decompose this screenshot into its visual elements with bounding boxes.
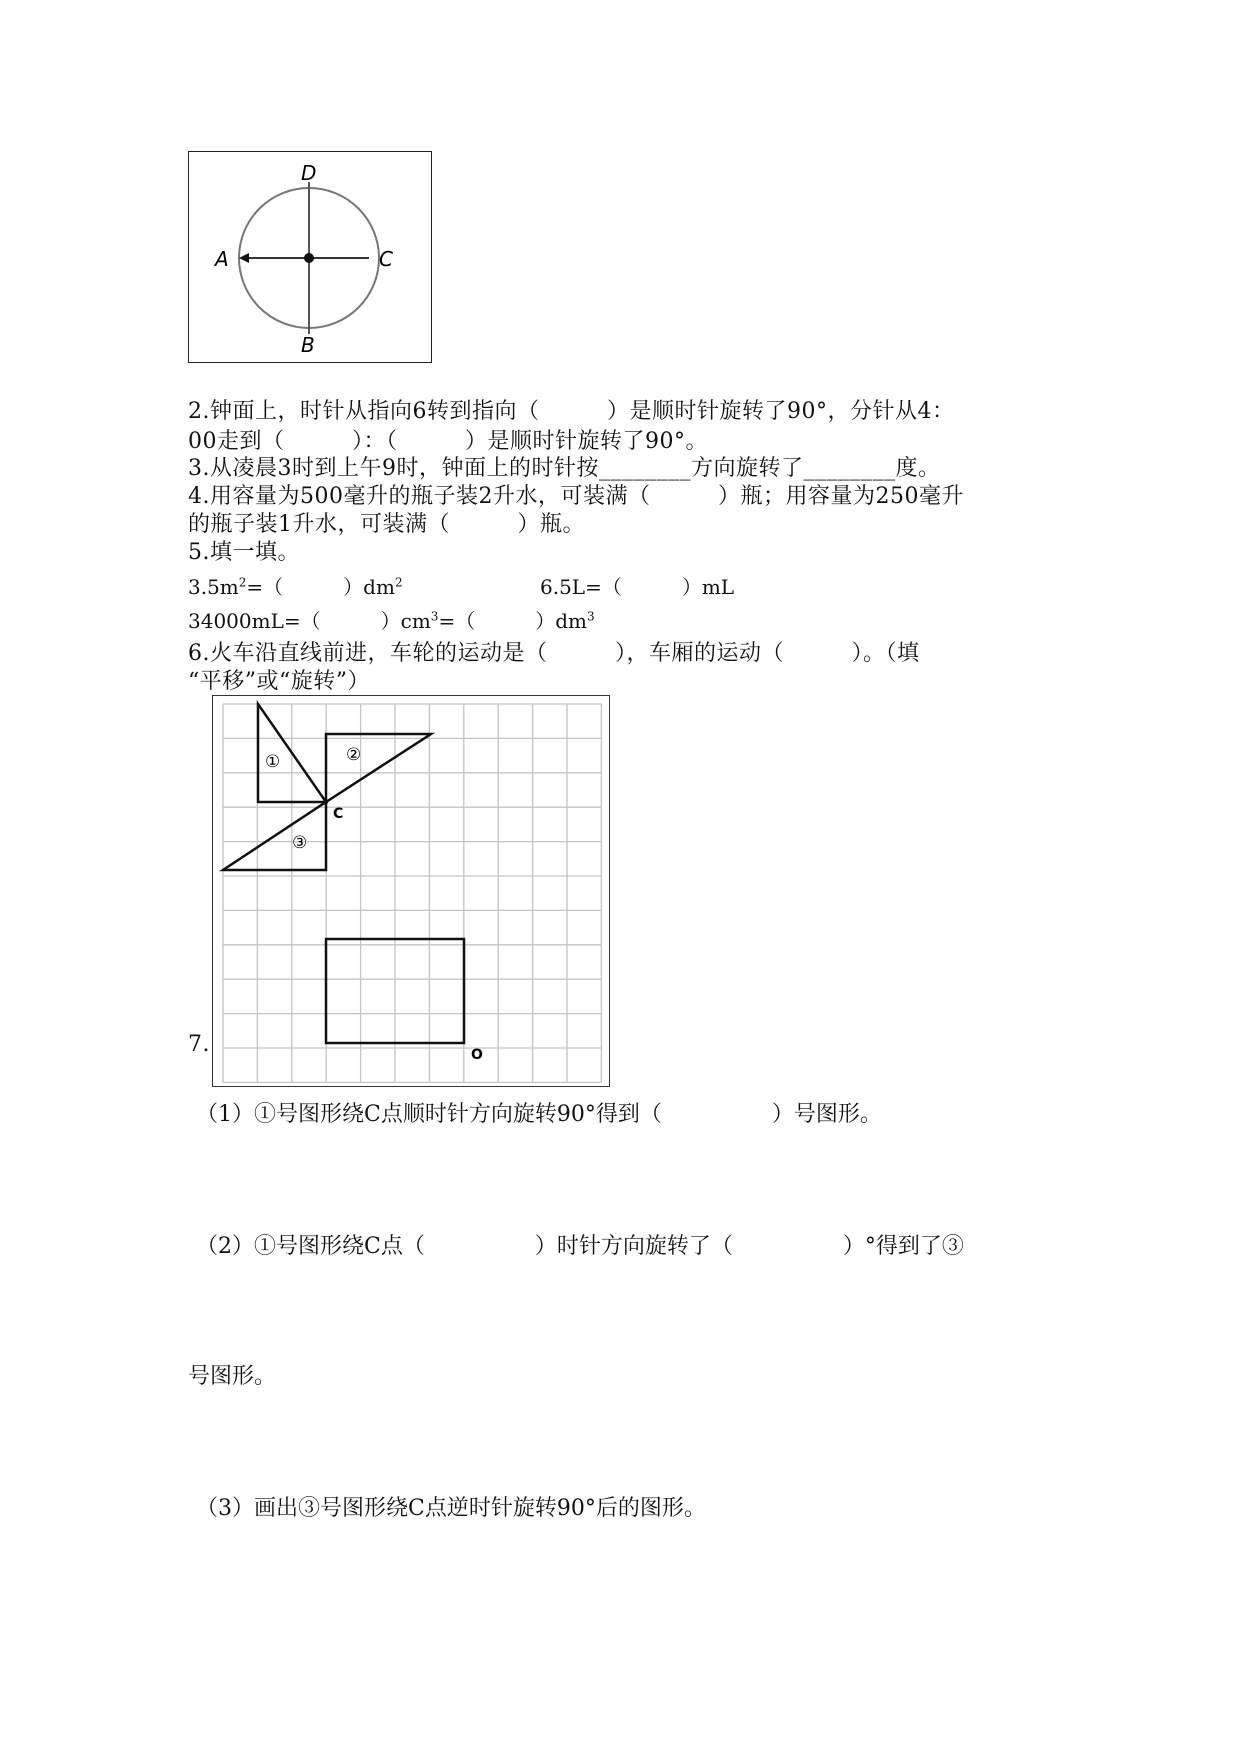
shape-3-triangle bbox=[223, 802, 326, 870]
q3-line1: 3.从凌晨3时到上午9时，钟面上的时针按________方向旋转了________度。 bbox=[188, 456, 941, 481]
q5-item-a bbox=[188, 572, 403, 602]
center-dot bbox=[304, 253, 314, 263]
label-b: B bbox=[301, 333, 315, 357]
point-c-label: C bbox=[333, 806, 344, 822]
q5-title: 5.填一填。 bbox=[188, 540, 300, 565]
q5-item-b: 6.5L=（ ）mL bbox=[540, 575, 735, 599]
q7-number: 7. bbox=[188, 1032, 210, 1057]
q7-part2-cont: 号图形。 bbox=[188, 1364, 277, 1389]
q7-part1: （1）①号图形绕C点顺时针方向旋转90°得到（ ）号图形。 bbox=[196, 1102, 882, 1127]
q5-c-prefix: 34000mL=（ ）cm bbox=[188, 609, 431, 633]
q7-part3: （3）画出③号图形绕C点逆时针旋转90°后的图形。 bbox=[196, 1496, 706, 1521]
q5-c-sup1: 3 bbox=[430, 609, 439, 624]
q5-a-sup1: 2 bbox=[238, 575, 247, 590]
q4-line2: 的瓶子装1升水，可装满（ ）瓶。 bbox=[188, 512, 585, 537]
q7-part2: （2）①号图形绕C点（ ）时针方向旋转了（ ）°得到了③ bbox=[196, 1234, 964, 1259]
circle-diagram bbox=[189, 152, 431, 362]
q6-line2: “平移”或“旋转”） bbox=[188, 669, 370, 694]
q6-line1: 6.火车沿直线前进，车轮的运动是（ ），车厢的运动（ ）。（填 bbox=[188, 641, 920, 666]
circle-figure bbox=[188, 151, 432, 363]
arrow-head-left bbox=[239, 253, 249, 263]
q4-line1: 4.用容量为500毫升的瓶子装2升水，可装满（ ）瓶；用容量为250毫升 bbox=[188, 484, 964, 509]
rotation-grid-figure bbox=[212, 695, 610, 1087]
label-c: C bbox=[379, 247, 393, 271]
label-a: A bbox=[215, 247, 229, 271]
point-o-label: O bbox=[471, 1047, 483, 1063]
shape-2-label: ② bbox=[346, 745, 362, 765]
label-d: D bbox=[301, 161, 317, 185]
q2-line1: 2.钟面上，时针从指向6转到指向（ ）是顺时针旋转了90°，分针从4： bbox=[188, 399, 955, 424]
shape-1-label: ① bbox=[265, 752, 281, 772]
rotation-grid bbox=[213, 696, 609, 1086]
shape-2-triangle bbox=[326, 734, 431, 802]
q5-c-sup2: 3 bbox=[586, 609, 595, 624]
q5-item-c bbox=[188, 606, 595, 636]
q5-a-prefix: 3.5m bbox=[188, 575, 239, 599]
q5-c-mid: =（ ）dm bbox=[438, 609, 587, 633]
q2-line2: 00走到（ ）：（ ）是顺时针旋转了90°。 bbox=[188, 429, 708, 454]
q5-a-sup2: 2 bbox=[394, 575, 403, 590]
q5-a-mid: =（ ）dm bbox=[246, 575, 395, 599]
shape-3-label: ③ bbox=[292, 833, 308, 853]
